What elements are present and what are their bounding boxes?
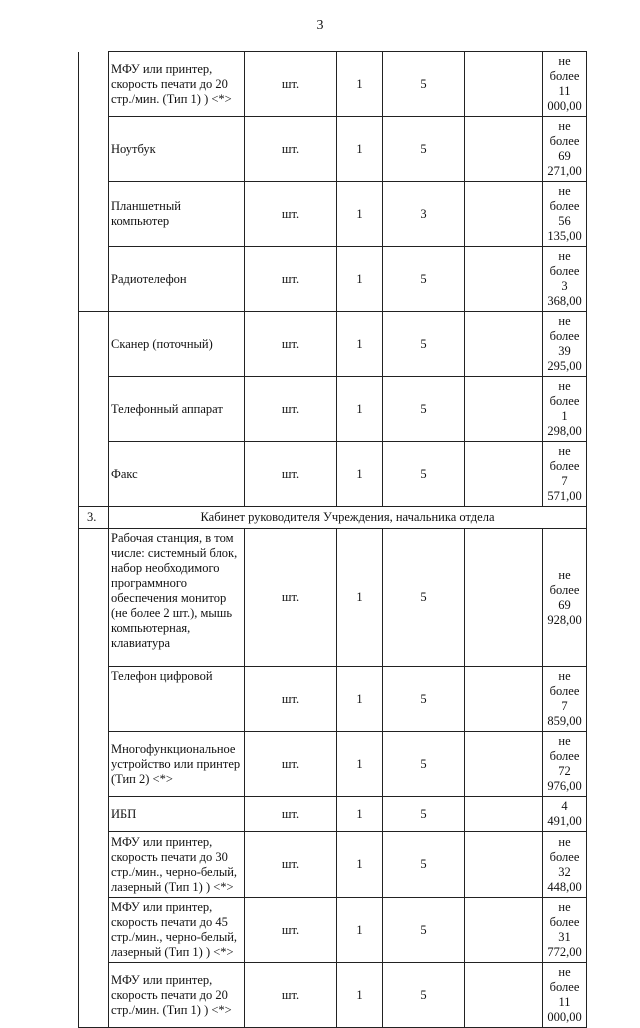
- item-name: ИБП: [109, 797, 245, 832]
- item-period: 3: [383, 182, 465, 247]
- item-quantity: 1: [337, 442, 383, 507]
- item-period: 5: [383, 963, 465, 1028]
- row-number-cell: [79, 52, 109, 117]
- item-quantity: 1: [337, 797, 383, 832]
- empty-cell: [465, 529, 543, 667]
- empty-cell: [465, 117, 543, 182]
- item-period: 5: [383, 52, 465, 117]
- table-row: [79, 898, 587, 963]
- item-quantity: 1: [337, 667, 383, 732]
- row-number-cell: [79, 898, 109, 963]
- item-quantity: 1: [337, 898, 383, 963]
- item-period: 5: [383, 529, 465, 667]
- item-price: не более 56 135,00: [543, 182, 587, 247]
- table-row: [79, 377, 587, 442]
- row-number-cell: [79, 529, 109, 667]
- table-row: [79, 667, 587, 732]
- item-period: 5: [383, 117, 465, 182]
- item-price: не более 69 271,00: [543, 117, 587, 182]
- row-number-cell: [79, 312, 109, 377]
- empty-cell: [465, 182, 543, 247]
- item-quantity: 1: [337, 963, 383, 1028]
- item-period: 5: [383, 312, 465, 377]
- item-quantity: 1: [337, 832, 383, 898]
- table-row: [79, 117, 587, 182]
- item-name: МФУ или принтер, скорость печати до 20 стр./мин. (Тип 1) ) <*>: [109, 52, 245, 117]
- row-number-cell: [79, 667, 109, 732]
- table-row: [79, 312, 587, 377]
- item-period: 5: [383, 832, 465, 898]
- item-name: Телефонный аппарат: [109, 377, 245, 442]
- item-quantity: 1: [337, 377, 383, 442]
- item-price: не более 31 772,00: [543, 898, 587, 963]
- item-price: не более 11 000,00: [543, 963, 587, 1028]
- item-unit: шт.: [245, 898, 337, 963]
- item-unit: шт.: [245, 52, 337, 117]
- item-quantity: 1: [337, 529, 383, 667]
- item-period: 5: [383, 732, 465, 797]
- empty-cell: [465, 797, 543, 832]
- item-price: не более 39 295,00: [543, 312, 587, 377]
- item-name: Ноутбук: [109, 117, 245, 182]
- row-number-cell: [79, 732, 109, 797]
- item-name: МФУ или принтер, скорость печати до 30 стр./мин., черно-белый, лазерный (Тип 1) ) <*>: [109, 832, 245, 898]
- section-header-row: [79, 507, 587, 529]
- table-row: [79, 832, 587, 898]
- item-period: 5: [383, 247, 465, 312]
- item-name: Планшетный компьютер: [109, 182, 245, 247]
- item-quantity: 1: [337, 247, 383, 312]
- item-quantity: 1: [337, 312, 383, 377]
- row-number-cell: [79, 963, 109, 1028]
- table-row: [79, 529, 587, 667]
- item-unit: шт.: [245, 732, 337, 797]
- item-period: 5: [383, 898, 465, 963]
- item-period: 5: [383, 797, 465, 832]
- item-name: Сканер (поточный): [109, 312, 245, 377]
- item-unit: шт.: [245, 312, 337, 377]
- page-number: 3: [316, 18, 324, 33]
- item-name: Факс: [109, 442, 245, 507]
- item-unit: шт.: [245, 529, 337, 667]
- row-number-cell: [79, 797, 109, 832]
- empty-cell: [465, 442, 543, 507]
- item-quantity: 1: [337, 732, 383, 797]
- item-price: не более 69 928,00: [543, 529, 587, 667]
- item-unit: шт.: [245, 832, 337, 898]
- empty-cell: [465, 667, 543, 732]
- item-price: не более 1 298,00: [543, 377, 587, 442]
- item-unit: шт.: [245, 963, 337, 1028]
- item-name: Радиотелефон: [109, 247, 245, 312]
- item-quantity: 1: [337, 182, 383, 247]
- section-number: 3.: [79, 507, 109, 529]
- table-row: [79, 182, 587, 247]
- section-title: Кабинет руководителя Учреждения, начальника отдела: [109, 507, 587, 529]
- item-unit: шт.: [245, 247, 337, 312]
- empty-cell: [465, 312, 543, 377]
- table-row: [79, 963, 587, 1028]
- item-price: не более 3 368,00: [543, 247, 587, 312]
- item-name: МФУ или принтер, скорость печати до 20 стр./мин. (Тип 1) ) <*>: [109, 963, 245, 1028]
- item-quantity: 1: [337, 117, 383, 182]
- item-price: не более 11 000,00: [543, 52, 587, 117]
- item-unit: шт.: [245, 442, 337, 507]
- table-row: [79, 52, 587, 117]
- item-unit: шт.: [245, 117, 337, 182]
- item-price: 4 491,00: [543, 797, 587, 832]
- table-row: [79, 247, 587, 312]
- row-number-cell: [79, 832, 109, 898]
- item-unit: шт.: [245, 667, 337, 732]
- row-number-cell: [79, 442, 109, 507]
- item-price: не более 72 976,00: [543, 732, 587, 797]
- item-period: 5: [383, 377, 465, 442]
- equipment-table: [78, 51, 587, 1028]
- item-price: не более 7 859,00: [543, 667, 587, 732]
- row-number-cell: [79, 182, 109, 247]
- row-number-cell: [79, 117, 109, 182]
- item-unit: шт.: [245, 182, 337, 247]
- item-unit: шт.: [245, 377, 337, 442]
- item-price: не более 32 448,00: [543, 832, 587, 898]
- row-number-cell: [79, 247, 109, 312]
- item-name: МФУ или принтер, скорость печати до 45 стр./мин., черно-белый, лазерный (Тип 1) ) <*>: [109, 898, 245, 963]
- item-name: Рабочая станция, в том числе: системный блок, набор необходимого программного обеспечения монитор (не более 2 шт.), мышь компьютерная, клавиатура: [109, 529, 245, 667]
- empty-cell: [465, 377, 543, 442]
- empty-cell: [465, 732, 543, 797]
- item-price: не более 7 571,00: [543, 442, 587, 507]
- item-unit: шт.: [245, 797, 337, 832]
- empty-cell: [465, 52, 543, 117]
- item-name: Телефон цифровой: [109, 667, 245, 732]
- empty-cell: [465, 832, 543, 898]
- table-row: [79, 442, 587, 507]
- item-quantity: 1: [337, 52, 383, 117]
- table-row: [79, 797, 587, 832]
- row-number-cell: [79, 377, 109, 442]
- empty-cell: [465, 247, 543, 312]
- item-period: 5: [383, 667, 465, 732]
- item-period: 5: [383, 442, 465, 507]
- table-row: [79, 732, 587, 797]
- item-name: Многофункциональное устройство или принтер (Тип 2) <*>: [109, 732, 245, 797]
- empty-cell: [465, 898, 543, 963]
- empty-cell: [465, 963, 543, 1028]
